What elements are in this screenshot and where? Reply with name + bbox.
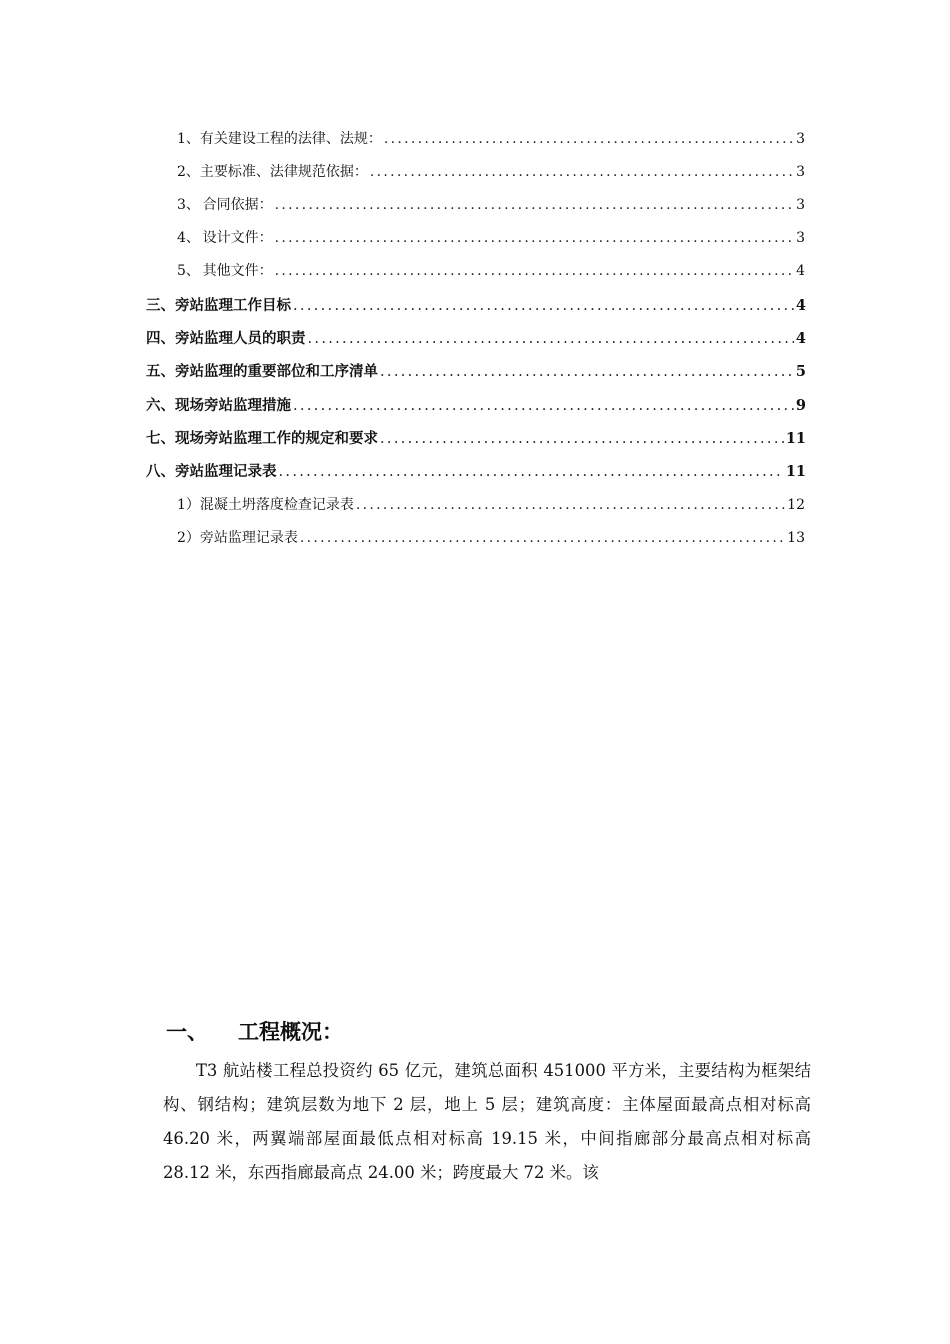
- toc-entry-title: 旁站监理工作目标: [175, 297, 291, 314]
- toc-leader-dots: [275, 230, 794, 246]
- toc-entry-title: 有关建设工程的法律、法规：: [199, 131, 382, 147]
- toc-entry[interactable]: [146, 394, 806, 415]
- toc-leader-dots: [308, 331, 794, 347]
- toc-entry[interactable]: [146, 427, 806, 448]
- toc-leader-dots: [380, 364, 794, 380]
- toc-entry-number: 五、: [146, 363, 175, 380]
- toc-leader-dots: [380, 431, 784, 447]
- body-paragraph-container: [163, 1054, 811, 1190]
- toc-entry-number: 2、: [177, 164, 200, 180]
- body-paragraph: T3 航站楼工程总投资约 65 亿元，建筑总面积 451000 平方米，主要结构为框架结构、钢结构；建筑层数为地下 2 层，地上 5 层；建筑高度：主体屋面最高点相对标高 46.20 米，两翼端部屋面最低点相对标高 19.15 米，中间指廊部分最高点相对标高 28.12 米，东西指廊最高点 24.00 米；跨度最大 72 米。该: [163, 1061, 811, 1182]
- toc-entry-page: 13: [787, 530, 805, 546]
- toc-leader-dots: [300, 530, 785, 546]
- toc-entry[interactable]: [146, 294, 806, 315]
- toc-entry-page: 11: [785, 463, 806, 480]
- section-title: 工程概况：: [238, 1020, 343, 1044]
- toc-entry-title: 现场旁站监理措施: [175, 397, 291, 414]
- toc-entry-page: 3: [796, 197, 805, 213]
- toc-entry[interactable]: [177, 194, 805, 214]
- toc-leader-dots: [293, 298, 794, 314]
- toc-entry-page: 3: [796, 164, 805, 180]
- toc-entry-title: 1）混凝土坍落度检查记录表: [177, 497, 354, 513]
- toc-entry-page: 11: [785, 430, 806, 447]
- toc-leader-dots: [275, 263, 794, 279]
- toc-entry-number: 六、: [146, 397, 175, 414]
- toc-entry-number: 八、: [146, 463, 175, 480]
- toc-entry-number: 四、: [146, 330, 175, 347]
- toc-leader-dots: [370, 164, 794, 180]
- toc-entry[interactable]: [177, 260, 805, 280]
- toc-entry[interactable]: [146, 360, 806, 381]
- toc-entry[interactable]: [177, 494, 805, 514]
- toc-entry-page: 3: [796, 131, 805, 147]
- toc-entry-number: 1、: [177, 131, 200, 147]
- section-heading: [166, 1016, 343, 1046]
- toc-entry-page: 4: [795, 330, 806, 347]
- toc-entry-title: 旁站监理记录表: [175, 463, 277, 480]
- toc-entry-number: 5、: [177, 263, 200, 279]
- toc-entry-title: 合同依据：: [202, 197, 273, 213]
- toc-entry-page: 9: [795, 397, 806, 414]
- toc-entry-title: 设计文件：: [202, 230, 273, 246]
- toc-entry-page: 3: [796, 230, 805, 246]
- toc-entry-title: 旁站监理的重要部位和工序清单: [175, 363, 378, 380]
- toc-entry[interactable]: [177, 161, 805, 181]
- toc-entry[interactable]: [177, 527, 805, 547]
- toc-leader-dots: [356, 497, 785, 513]
- toc-leader-dots: [293, 398, 794, 414]
- toc-entry[interactable]: [177, 227, 805, 247]
- toc-entry[interactable]: [177, 128, 805, 148]
- toc-entry-number: 4、: [177, 230, 200, 246]
- toc-entry-title: 旁站监理人员的职责: [175, 330, 306, 347]
- toc-leader-dots: [279, 464, 784, 480]
- section-number: 一、: [166, 1020, 208, 1044]
- toc-entry-page: 4: [795, 297, 806, 314]
- toc-entry-title: 主要标准、法律规范依据：: [199, 164, 368, 180]
- toc-entry-title: 2）旁站监理记录表: [177, 530, 298, 546]
- toc-leader-dots: [275, 197, 794, 213]
- toc-entry-title: 现场旁站监理工作的规定和要求: [175, 430, 378, 447]
- toc-leader-dots: [384, 131, 794, 147]
- toc-entry-number: 3、: [177, 197, 200, 213]
- toc-entry-number: 七、: [146, 430, 175, 447]
- toc-entry-title: 其他文件：: [202, 263, 273, 279]
- toc-entry-page: 4: [796, 263, 805, 279]
- toc-entry-page: 12: [787, 497, 805, 513]
- toc-entry-number: 三、: [146, 297, 175, 314]
- toc-entry-page: 5: [795, 363, 806, 380]
- toc-entry[interactable]: [146, 460, 806, 481]
- toc-entry[interactable]: [146, 327, 806, 348]
